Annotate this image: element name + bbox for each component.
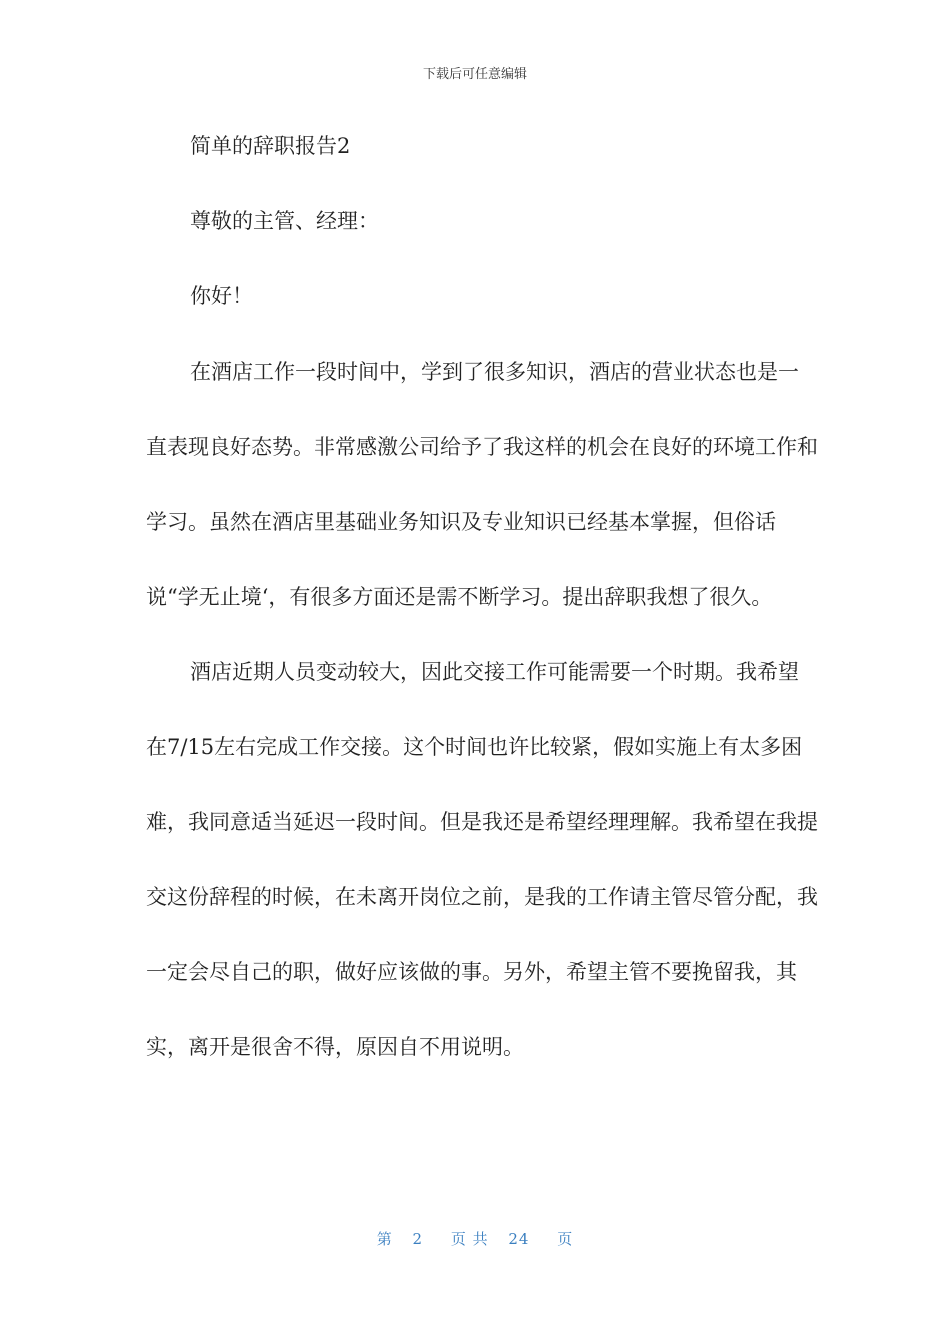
footer-suffix: 页 — [557, 1230, 574, 1248]
footer-prefix: 第 — [376, 1230, 393, 1248]
footer-current-page: 2 — [412, 1230, 424, 1248]
page-footer — [0, 1228, 950, 1250]
paragraph-1: 在酒店工作一段时间中，学到了很多知识，酒店的营业状态也是一直表现良好态势。非常感激公司给予了我这样的机会在良好的环境工作和学习。虽然在酒店里基础业务知识及专业知识已经基本掌握，但俗话说“学无止境‘，有很多方面还是需不断学习。提出辞职我想了很久。 — [146, 360, 818, 609]
footer-total-pages: 24 — [508, 1230, 530, 1248]
document-title: 简单的辞职报告2 — [190, 134, 351, 158]
salutation: 尊敬的主管、经理： — [190, 209, 379, 233]
paragraph-2: 酒店近期人员变动较大，因此交接工作可能需要一个时期。我希望在7/15左右完成工作交接。这个时间也许比较紧，假如实施上有太多困难，我同意适当延迟一段时间。但是我还是希望经理理解。我希望在我提交这份辞程的时候，在未离开岗位之前，是我的工作请主管尽管分配，我一定会尽自己的职，做好应该做的事。另外，希望主管不要挽留我，其实，离开是很舍不得，原因自不用说明。 — [146, 660, 818, 1059]
greeting: 你好！ — [190, 284, 253, 308]
header-note: 下载后可任意编辑 — [422, 67, 527, 82]
footer-middle: 页 共 — [450, 1230, 489, 1248]
document-body — [146, 128, 818, 1085]
